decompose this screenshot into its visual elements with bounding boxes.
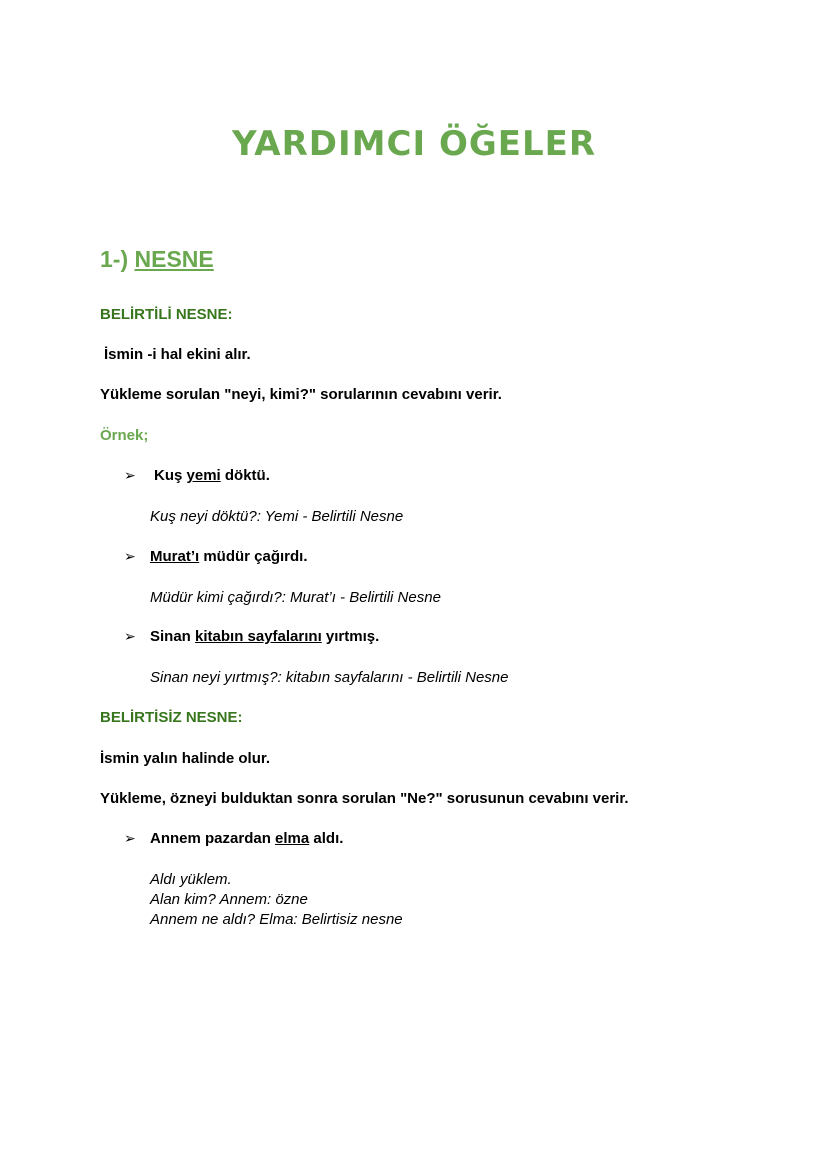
example-sentence-2 <box>124 548 308 565</box>
belirtili-rule-1: İsmin -i hal ekini alır. <box>104 346 251 363</box>
example-sentence-1 <box>124 467 270 484</box>
example-post: aldı. <box>309 830 344 847</box>
section-number: 1-) <box>100 246 129 272</box>
section-heading <box>100 246 214 273</box>
arrow-bullet-icon: ➢ <box>124 629 136 645</box>
example-label: Örnek; <box>100 427 149 444</box>
example-post: yırtmış. <box>321 628 380 645</box>
example-answer-4b: Alan kim? Annem: özne <box>150 891 308 908</box>
arrow-bullet-icon: ➢ <box>124 468 136 484</box>
example-answer-4c: Annem ne aldı? Elma: Belirtisiz nesne <box>150 911 403 928</box>
example-pre: Sinan <box>150 628 196 645</box>
belirtili-rule-2: Yükleme sorulan "neyi, kimi?" sorularının cevabını verir. <box>100 386 502 403</box>
example-post: müdür çağırdı. <box>199 548 308 565</box>
example-pre: Annem pazardan <box>150 830 276 847</box>
example-pre: Kuş <box>154 467 187 484</box>
belirtisiz-rule-1: İsmin yalın halinde olur. <box>100 750 271 767</box>
example-object: elma <box>275 830 310 847</box>
belirtili-heading: BELİRTİLİ NESNE: <box>100 306 233 323</box>
page-title: YARDIMCI ÖĞELER <box>231 124 597 164</box>
example-sentence-4 <box>124 830 343 847</box>
arrow-bullet-icon: ➢ <box>124 549 136 565</box>
example-post: döktü. <box>220 467 270 484</box>
section-name: NESNE <box>134 246 214 272</box>
belirtisiz-rule-2: Yükleme, özneyi bulduktan sonra sorulan "Ne?" sorusunun cevabını verir. <box>100 790 629 807</box>
example-object: kitabın sayfalarını <box>195 628 322 645</box>
example-answer-4a: Aldı yüklem. <box>150 871 232 888</box>
example-answer-3: Sinan neyi yırtmış?: kitabın sayfalarını - Belirtili Nesne <box>150 669 509 686</box>
example-object: yemi <box>186 467 221 484</box>
example-answer-1: Kuş neyi döktü?: Yemi - Belirtili Nesne <box>150 508 404 525</box>
arrow-bullet-icon: ➢ <box>124 831 136 847</box>
example-sentence-3 <box>124 628 379 645</box>
belirtisiz-heading: BELİRTİSİZ NESNE: <box>100 709 243 726</box>
example-object: Murat’ı <box>150 548 200 565</box>
example-answer-2: Müdür kimi çağırdı?: Murat’ı - Belirtili Nesne <box>150 589 441 606</box>
